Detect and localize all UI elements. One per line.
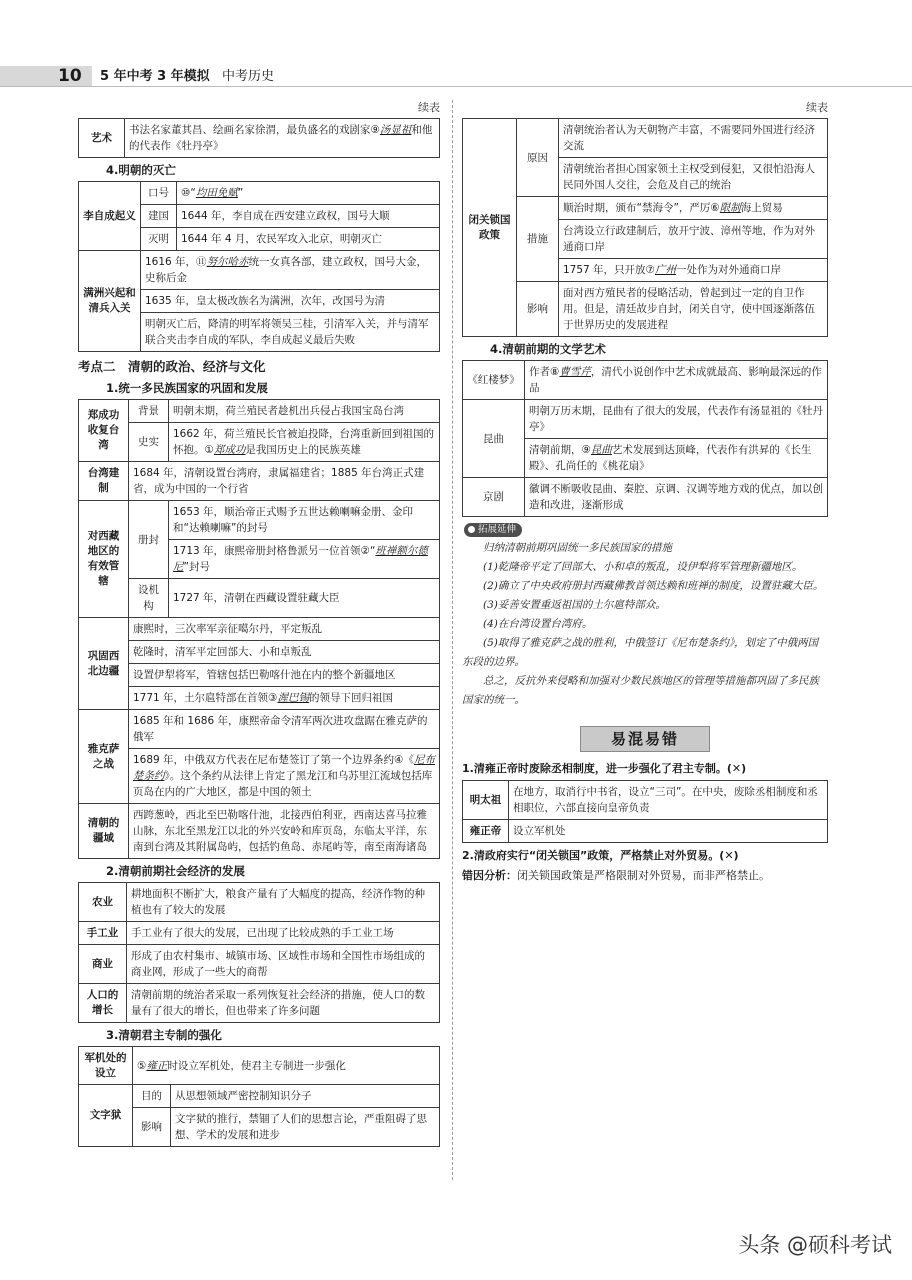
table-row	[79, 664, 440, 687]
question-1: 1.清雍正帝时废除丞相制度，进一步强化了君主专制。(✕)	[462, 762, 747, 775]
table-row	[79, 423, 440, 462]
row-text: 1713 年，康熙帝册封格鲁派另一位首领②“班禅额尔德尼”封号	[169, 540, 440, 579]
row-text: 1685 年和 1686 年，康熙帝命令清军两次进攻盘踞在雅克萨的俄军	[129, 710, 440, 749]
row-text: 明朝灭亡后，降清的明军将领吴三桂，引清军入关，并与清军联合夹击李自成的军队，李自成起义最后失败	[141, 313, 440, 352]
literature-table	[462, 360, 828, 517]
subsection-title: 4.清朝前期的文学艺术	[490, 342, 606, 356]
table-row	[79, 710, 440, 749]
continued-label: 续表	[806, 101, 828, 114]
row-text: ⑤雍正时设立军机处，使君主专制进一步强化	[133, 1047, 440, 1085]
table-row	[79, 1085, 440, 1108]
page-number: 10	[58, 66, 82, 86]
extension-paragraph: (1)乾隆帝平定了回部大、小和卓的叛乱，设伊犁将军管理新疆地区。	[483, 561, 803, 573]
row-text: 设置伊犁将军，管辖包括巴勒喀什池在内的整个新疆地区	[129, 664, 440, 687]
row-text: 康熙时，三次率军亲征噶尔丹，平定叛乱	[129, 618, 440, 641]
table-row	[79, 1108, 440, 1147]
header-rule	[0, 86, 912, 87]
table-row	[79, 501, 440, 540]
li-zicheng-label: 李自成起义	[79, 182, 141, 251]
row-text: 文字狱的推行，禁锢了人们的思想言论，严重阻碍了思想、学术的发展和进步	[171, 1108, 440, 1147]
row-text: 1684 年，清朝设置台湾府，隶属福建省；1885 年台湾正式建省，成为中国的一个行省	[129, 462, 440, 501]
art-label: 艺术	[79, 119, 125, 158]
row-label: 目的	[133, 1085, 171, 1108]
row-label: 影响	[133, 1108, 171, 1147]
row-label: 人口的增长	[79, 984, 127, 1023]
table-row	[79, 618, 440, 641]
table-row	[79, 883, 440, 922]
row-text: 明朝末期，荷兰殖民者趁机出兵侵占我国宝岛台湾	[169, 400, 440, 423]
table-row	[79, 687, 440, 710]
extension-paragraph: (3)妥善安置重返祖国的土尔扈特部众。	[483, 599, 666, 611]
table-row	[463, 478, 828, 517]
row-text: 清朝统治者担心国家领土主权受到侵犯，又很怕沿海人民同外国人交往，会危及自己的统治	[559, 158, 828, 197]
error-analysis	[462, 867, 828, 884]
answer-blank: 汤显祖	[379, 124, 412, 136]
table-row	[463, 820, 828, 843]
northwest-label: 巩固西北边疆	[79, 618, 129, 710]
right-column	[462, 100, 828, 884]
answer-blank: 曹雪芹	[559, 366, 591, 378]
row-label: 《红楼梦》	[463, 361, 525, 400]
analysis-text: 闭关锁国政策是严格限制对外贸易，而非严格禁止。	[517, 869, 770, 882]
row-label: 史实	[129, 423, 169, 462]
economy-table	[78, 882, 440, 1023]
row-label: 册封	[129, 501, 169, 579]
left-column	[78, 100, 440, 1147]
row-text: 1644 年，李自成在西安建立政权，国号大顺	[177, 205, 440, 228]
extension-paragraph: (5)取得了雅克萨之战的胜利，中俄签订《尼布楚条约》，划定了中俄两国东段的边界。	[462, 637, 819, 668]
book-brand: 5 年中考 3 年模拟	[100, 69, 210, 84]
table-row	[79, 119, 440, 158]
extension-paragraph: 总之，反抗外来侵略和加强对少数民族地区的管理等措施都巩固了多民族国家的统一。	[462, 675, 819, 706]
row-label: 措施	[517, 197, 559, 282]
subsection-title: 2.清朝前期社会经济的发展	[106, 864, 245, 878]
row-text: 清朝前期，⑨昆曲艺术发展到达顶峰，代表作有洪昇的《长生殿》、孔尚任的《桃花扇》	[525, 439, 828, 478]
answer-blank: 努尔哈赤	[206, 256, 249, 268]
row-text: 在地方，取消行中书省，设立“三司”。在中央，废除丞相制度和丞相职位，六部直接向皇帝负责	[509, 781, 828, 820]
row-text: 耕地面积不断扩大，粮食产量有了大幅度的提高，经济作物的种植也有了较大的发展	[127, 883, 440, 922]
row-label: 手工业	[79, 922, 127, 945]
column-divider	[452, 100, 453, 1180]
extension-body	[462, 539, 828, 710]
row-label: 京剧	[463, 478, 525, 517]
table-row	[463, 282, 828, 337]
extension-paragraph: 归纳清朝前期巩固统一多民族国家的措施	[483, 542, 672, 554]
table-row	[79, 804, 440, 859]
row-text: 徽调不断吸收昆曲、秦腔、京调、汉调等地方戏的优点，加以创造和改进，逐渐形成	[525, 478, 828, 517]
row-label: 原因	[517, 119, 559, 197]
row-text: 顺治时期，颁布“禁海令”，严厉⑥限制海上贸易	[559, 197, 828, 220]
row-label: 口号	[141, 182, 177, 205]
row-text: 西跨葱岭，西北至巴勒喀什池，北接西伯利亚，西南达喜马拉雅山脉，东北至黑龙江以北的外兴安岭和库页岛，东临太平洋，东南到台湾及其附属岛屿，包括钓鱼岛、赤尾屿等，南至南海诸岛	[129, 804, 440, 859]
row-label: 商业	[79, 945, 127, 984]
row-text: 清朝前期的统治者采取一系列恢复社会经济的措施，使人口的数量有了很大的增长，但也带来了许多问题	[127, 984, 440, 1023]
row-text: 1662 年，荷兰殖民长官被迫投降，台湾重新回到祖国的怀抱。①郑成功是我国历史上的民族英雄	[169, 423, 440, 462]
row-text: 1635 年，皇太极改族名为满洲，次年，改国号为清	[141, 290, 440, 313]
extension-paragraph: (2)确立了中央政府册封西藏佛教首领达赖和班禅的制度，设置驻藏大臣。	[483, 580, 824, 592]
answer-blank: 均田免赋	[195, 187, 238, 199]
row-text: 形成了由农村集市、城镇市场、区域性市场和全国性市场组成的商业网，形成了一些大的商帮	[127, 945, 440, 984]
table-row	[463, 119, 828, 158]
taiwan-label: 台湾建制	[79, 462, 129, 501]
yakesa-label: 雅克萨之战	[79, 710, 129, 804]
answer-blank: 尼布楚条约	[133, 754, 435, 782]
extension-paragraph: (4)在台湾设置台湾府。	[483, 618, 593, 630]
table-row	[463, 781, 828, 820]
bulb-icon	[468, 526, 475, 533]
table-row	[79, 749, 440, 804]
answer-blank: 昆曲	[590, 444, 612, 456]
ming-fall-table	[78, 181, 440, 352]
manchu-label: 满洲兴起和清兵入关	[79, 251, 141, 352]
subsection-title: 3.清朝君主专制的强化	[106, 1028, 222, 1042]
unify-table	[78, 399, 440, 859]
row-text: 设立军机处	[509, 820, 828, 843]
section-title: 考点二 清朝的政治、经济与文化	[78, 359, 266, 374]
table-row	[463, 361, 828, 400]
row-text: 台湾设立行政建制后，放开宁波、漳州等地，作为对外通商口岸	[559, 220, 828, 259]
extension-tag: 拓展延伸	[464, 523, 522, 537]
territory-label: 清朝的疆域	[79, 804, 129, 859]
row-text: 从思想领域严密控制知识分子	[171, 1085, 440, 1108]
row-text: 乾隆时，清军平定回部大、小和卓叛乱	[129, 641, 440, 664]
art-table	[78, 118, 440, 158]
subsection-title: 1.统一多民族国家的巩固和发展	[106, 381, 268, 395]
art-text: 书法名家董其昌、绘画名家徐渭，最负盛名的戏剧家⑨汤显祖和他的代表作《牡丹亭》	[125, 119, 440, 158]
page-header	[0, 62, 912, 90]
row-text: 1727 年，清朝在西藏设置驻藏大臣	[169, 579, 440, 618]
confusion-banner: 易混易错	[580, 726, 710, 752]
row-label: 昆曲	[463, 400, 525, 478]
row-label: 灭明	[141, 228, 177, 251]
subsection-title: 4.明朝的灭亡	[106, 163, 176, 177]
row-text: 面对西方殖民者的侵略活动，曾起到过一定的自卫作用。但是，清廷故步自封，闭关自守，使中国逐渐落伍于世界历史的发展进程	[559, 282, 828, 337]
table-row	[79, 251, 440, 290]
row-label: 雍正帝	[463, 820, 509, 843]
row-text: 作者⑧曹雪芹，清代小说创作中艺术成就最高、影响最深远的作品	[525, 361, 828, 400]
table-row	[79, 641, 440, 664]
row-text: 明朝万历末期，昆曲有了很大的发展，代表作有汤显祖的《牡丹亭》	[525, 400, 828, 439]
row-label: 背景	[129, 400, 169, 423]
row-text: 1689 年，中俄双方代表在尼布楚签订了第一个边界条约④《尼布楚条约》。这个条约从法律上肯定了黑龙江和乌苏里江流域包括库页岛在内的广大地区，都是中国的领土	[129, 749, 440, 804]
row-label: 农业	[79, 883, 127, 922]
answer-blank: 雍正	[146, 1059, 168, 1072]
table-row	[79, 462, 440, 501]
table-row	[79, 400, 440, 423]
autocracy-table	[78, 1046, 440, 1147]
row-text: 手工业有了很大的发展，已出现了比较成熟的手工业工场	[127, 922, 440, 945]
row-label: 设机构	[129, 579, 169, 618]
row-label: 影响	[517, 282, 559, 337]
row-text: ⑩“均田免赋”	[177, 182, 440, 205]
closed-door-table	[462, 118, 828, 337]
answer-blank: 广州	[654, 264, 676, 276]
table-row	[463, 197, 828, 220]
wenziyu-label: 文字狱	[79, 1085, 133, 1147]
analysis-label: 错因分析：	[462, 869, 517, 882]
table-row	[463, 400, 828, 439]
junjichu-label: 军机处的设立	[79, 1047, 133, 1085]
answer-blank: 渥巴锡	[277, 692, 309, 704]
row-text: 1644 年 4 月，农民军攻入北京，明朝灭亡	[177, 228, 440, 251]
book-subject: 中考历史	[222, 69, 275, 84]
table-row	[79, 945, 440, 984]
table-row	[79, 984, 440, 1023]
answer-blank: 班禅额尔德尼	[173, 545, 428, 573]
tibet-label: 对西藏地区的有效管辖	[79, 501, 129, 618]
table-row	[79, 579, 440, 618]
row-label: 明太祖	[463, 781, 509, 820]
continued-label: 续表	[418, 101, 440, 114]
table-row	[79, 1047, 440, 1085]
row-text: 1771 年，土尔扈特部在首领③渥巴锡的领导下回归祖国	[129, 687, 440, 710]
row-label: 建国	[141, 205, 177, 228]
watermark: 头条 @硕科考试	[738, 1233, 892, 1257]
question-2: 2.清政府实行“闭关锁国”政策，严格禁止对外贸易。(✕)	[462, 849, 739, 862]
row-text: 1757 年，只开放⑦广州一处作为对外通商口岸	[559, 259, 828, 282]
answer-blank: 郑成功	[213, 444, 246, 456]
zheng-label: 郑成功收复台湾	[79, 400, 129, 462]
table-row	[79, 182, 440, 205]
table-row	[79, 922, 440, 945]
row-text: 1653 年，顺治帝正式赐予五世达赖喇嘛金册、金印和“达赖喇嘛”的封号	[169, 501, 440, 540]
confusion-table	[462, 780, 828, 843]
row-text: 清朝统治者认为天朝物产丰富，不需要同外国进行经济交流	[559, 119, 828, 158]
row-text: 1616 年，⑪努尔哈赤统一女真各部，建立政权，国号大金，史称后金	[141, 251, 440, 290]
closed-door-label: 闭关锁国政策	[463, 119, 517, 337]
answer-blank: 限制	[719, 202, 741, 214]
